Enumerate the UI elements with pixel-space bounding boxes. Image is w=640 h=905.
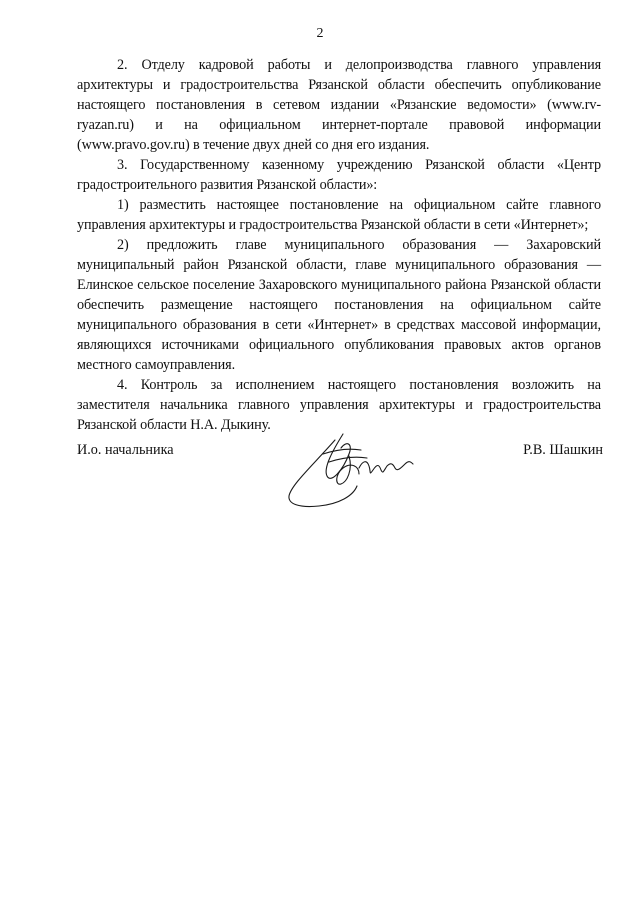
paragraph-item-3: 3. Государственному казенному учреждению Рязанской области «Центр градостроительного развития Рязанской области»: (77, 157, 601, 193)
subparagraph-1: 1) разместить настоящее постановление на официальном сайте главного управления архитектуры и градостроительства Рязанской области в сети «Интернет»; (77, 197, 601, 233)
page-number: 2 (316, 26, 324, 41)
signatory-name: Р.В. Шашкин (523, 442, 603, 458)
handwritten-signature (283, 410, 423, 520)
signatory-role: И.о. начальника (77, 442, 174, 458)
paragraph-item-4: 4. Контроль за исполнением настоящего постановления возложить на заместителя начальника главного управления архитектуры и градостроительства Рязанской области Н.А. Дыкину. (77, 377, 601, 433)
document-body (77, 55, 601, 435)
paragraph-item-2: 2. Отделу кадровой работы и делопроизводства главного управления архитектуры и градостроительства Рязанской области обеспечить опубликование настоящего постановления в сетевом издании «Рязанские ведомости» (www.rv-ryazan.ru) и на официальном интернет-портале правовой информации (www.pravo.gov.ru) в течение двух дней со дня его издания. (77, 57, 601, 153)
subparagraph-2: 2) предложить главе муниципального образования — Захаровский муниципальный район Рязанской области, главе муниципального образования — Елинское сельское поселение Захаровского муниципального района Рязанской области обеспечить размещение настоящего постановления на официальном сайте муниципального образования в сети «Интернет» в средствах массовой информации, являющихся источниками официального опубликования правовых актов органов местного самоуправления. (77, 237, 601, 373)
